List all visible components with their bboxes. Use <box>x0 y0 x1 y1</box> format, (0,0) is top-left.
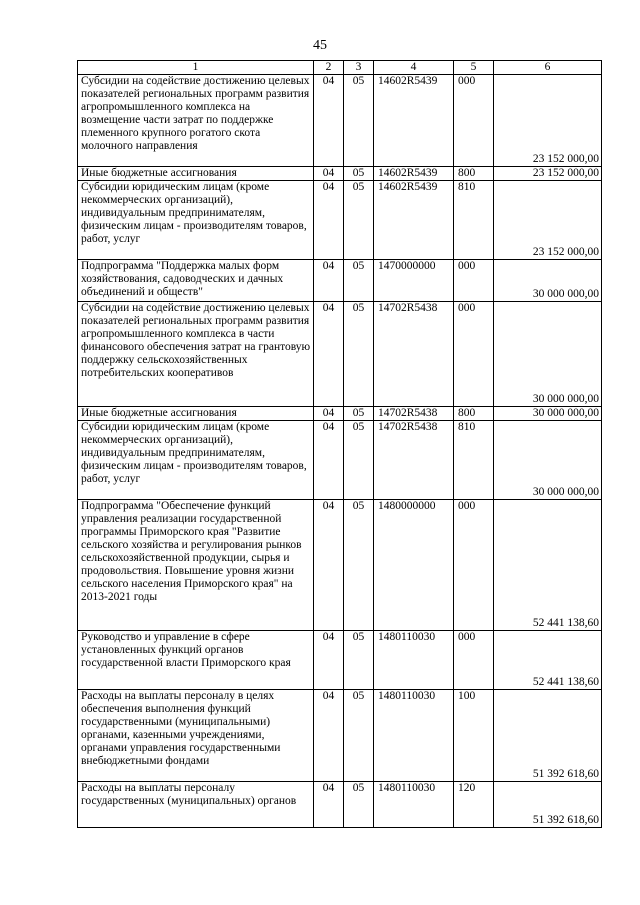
row-csr: 14702R5438 <box>374 421 454 500</box>
row-vr: 810 <box>454 421 494 500</box>
row-vr: 100 <box>454 690 494 782</box>
row-sum: 51 392 618,60 <box>494 782 602 828</box>
row-sum: 30 000 000,00 <box>494 302 602 407</box>
row-vr: 000 <box>454 500 494 631</box>
row-csr: 14602R5439 <box>374 75 454 167</box>
row-name: Подпрограмма "Обеспечение функций управления реализации государственной программы Приморского края "Развитие сельского хозяйства и регулирования рынков сельскохозяйственной продукции, сырья и продовольствия. Повышение уровня жизни сельского населения Приморского края" на 2013-2021 годы <box>78 500 314 631</box>
row-sum: 23 152 000,00 <box>494 167 602 181</box>
table-row <box>78 75 602 167</box>
row-vr: 120 <box>454 782 494 828</box>
row-csr: 1470000000 <box>374 260 454 302</box>
row-pr: 05 <box>344 167 374 181</box>
table-row <box>78 167 602 181</box>
row-name: Иные бюджетные ассигнования <box>78 407 314 421</box>
budget-table <box>77 60 602 828</box>
row-pr: 05 <box>344 260 374 302</box>
page-number: 45 <box>313 38 327 53</box>
row-name: Субсидии на содействие достижению целевых показателей региональных программ развития агропромышленного комплекса на возмещение части затрат по поддержке племенного крупного рогатого скота молочного направления <box>78 75 314 167</box>
header-cell: 2 <box>314 61 344 75</box>
row-vr: 810 <box>454 181 494 260</box>
table-row <box>78 260 602 302</box>
row-csr: 14602R5439 <box>374 181 454 260</box>
row-name: Субсидии на содействие достижению целевых показателей региональных программ развития агропромышленного комплекса в части финансового обеспечения затрат на грантовую поддержку сельскохозяйственных потребительских кооперативов <box>78 302 314 407</box>
row-pr: 05 <box>344 631 374 690</box>
row-pr: 05 <box>344 75 374 167</box>
row-vr: 800 <box>454 407 494 421</box>
row-vr: 000 <box>454 260 494 302</box>
row-pr: 05 <box>344 421 374 500</box>
header-cell: 5 <box>454 61 494 75</box>
row-sum: 23 152 000,00 <box>494 75 602 167</box>
row-sum: 30 000 000,00 <box>494 421 602 500</box>
row-name: Иные бюджетные ассигнования <box>78 167 314 181</box>
row-rz: 04 <box>314 631 344 690</box>
row-csr: 14602R5439 <box>374 167 454 181</box>
row-name: Расходы на выплаты персоналу в целях обеспечения выполнения функций государственными (муниципальными) органами, казенными учреждениями, органами управления государственными внебюджетными фондами <box>78 690 314 782</box>
row-pr: 05 <box>344 181 374 260</box>
row-name: Расходы на выплаты персоналу государственных (муниципальных) органов <box>78 782 314 828</box>
row-csr: 1480110030 <box>374 631 454 690</box>
row-csr: 14702R5438 <box>374 302 454 407</box>
row-rz: 04 <box>314 407 344 421</box>
header-cell: 4 <box>374 61 454 75</box>
row-vr: 000 <box>454 631 494 690</box>
table-row <box>78 181 602 260</box>
row-vr: 000 <box>454 75 494 167</box>
table-row <box>78 782 602 828</box>
header-cell: 3 <box>344 61 374 75</box>
header-row <box>78 61 602 75</box>
row-name: Руководство и управление в сфере установленных функций органов государственной власти Приморского края <box>78 631 314 690</box>
table-row <box>78 500 602 631</box>
table-row <box>78 302 602 407</box>
row-vr: 000 <box>454 302 494 407</box>
row-name: Подпрограмма "Поддержка малых форм хозяйствования, садоводческих и дачных объединений и обществ" <box>78 260 314 302</box>
row-csr: 1480110030 <box>374 782 454 828</box>
row-vr: 800 <box>454 167 494 181</box>
row-sum: 23 152 000,00 <box>494 181 602 260</box>
row-name: Субсидии юридическим лицам (кроме некоммерческих организаций), индивидуальным предпринимателям, физическим лицам - производителям товаров, работ, услуг <box>78 421 314 500</box>
table-row <box>78 407 602 421</box>
row-csr: 14702R5438 <box>374 407 454 421</box>
row-rz: 04 <box>314 260 344 302</box>
row-sum: 52 441 138,60 <box>494 631 602 690</box>
row-rz: 04 <box>314 690 344 782</box>
row-sum: 52 441 138,60 <box>494 500 602 631</box>
row-pr: 05 <box>344 302 374 407</box>
row-name: Субсидии юридическим лицам (кроме некоммерческих организаций), индивидуальным предпринимателям, физическим лицам - производителям товаров, работ, услуг <box>78 181 314 260</box>
row-rz: 04 <box>314 181 344 260</box>
row-rz: 04 <box>314 782 344 828</box>
row-rz: 04 <box>314 167 344 181</box>
row-pr: 05 <box>344 500 374 631</box>
row-pr: 05 <box>344 690 374 782</box>
row-rz: 04 <box>314 302 344 407</box>
row-csr: 1480000000 <box>374 500 454 631</box>
row-pr: 05 <box>344 782 374 828</box>
row-csr: 1480110030 <box>374 690 454 782</box>
row-sum: 51 392 618,60 <box>494 690 602 782</box>
table-row <box>78 690 602 782</box>
row-rz: 04 <box>314 421 344 500</box>
row-rz: 04 <box>314 75 344 167</box>
header-cell: 1 <box>78 61 314 75</box>
row-pr: 05 <box>344 407 374 421</box>
row-sum: 30 000 000,00 <box>494 407 602 421</box>
table-row <box>78 631 602 690</box>
table-row <box>78 421 602 500</box>
header-cell: 6 <box>494 61 602 75</box>
row-rz: 04 <box>314 500 344 631</box>
row-sum: 30 000 000,00 <box>494 260 602 302</box>
